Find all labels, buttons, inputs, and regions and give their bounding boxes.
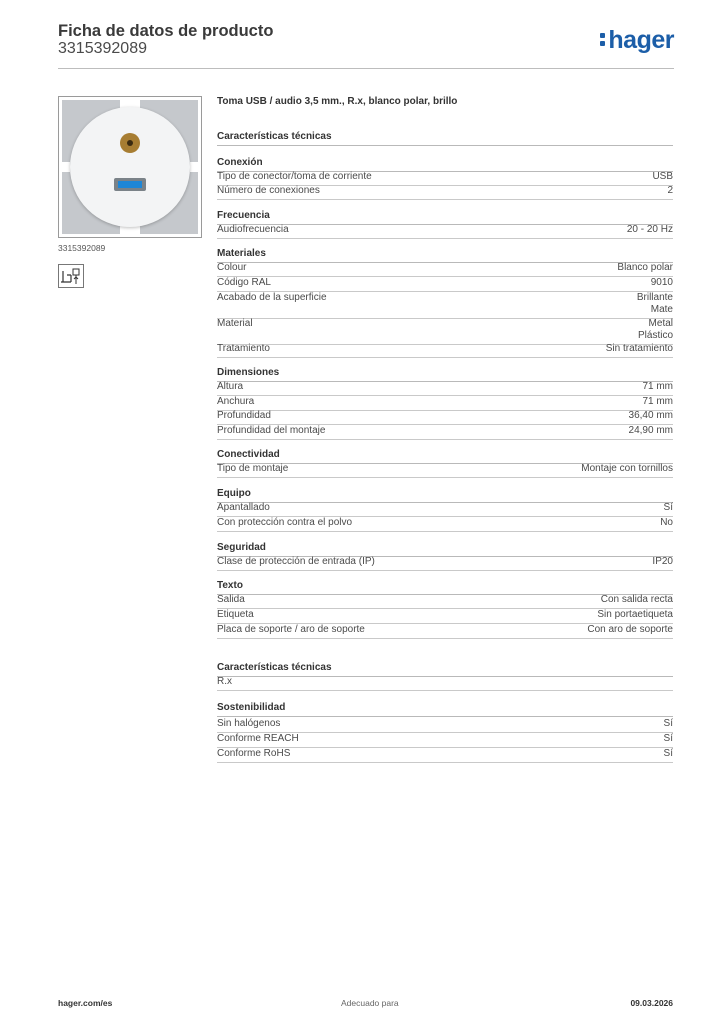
usb-socket-mounting-icon [58,264,84,288]
spec-row [217,262,673,274]
row-divider [217,357,673,358]
spec-label: Acabado de la superficie [217,292,327,303]
spec-label: R.x [217,676,232,687]
spec-row [217,185,673,197]
socket-face [70,107,190,227]
spec-label: Conforme RoHS [217,748,291,759]
row-divider [217,238,673,239]
usb-port-icon [114,178,146,191]
spec-label: Sin halógenos [217,718,281,729]
spec-row [217,624,673,636]
header-divider [58,68,674,69]
row-divider [217,638,673,639]
spec-value: Sí [663,718,673,729]
section-title: Equipo [217,488,251,499]
footer-website[interactable]: hager.com/es [58,998,113,1008]
section-title: Características técnicas [217,131,332,142]
spec-value: 36,40 mm [628,410,673,421]
section-title: Sostenibilidad [217,702,286,713]
section-title: Frecuencia [217,210,270,221]
spec-label: Conforme REACH [217,733,299,744]
spec-value: Blanco polar [617,262,673,273]
spec-value: Brillante Mate [636,292,673,315]
spec-label: Tipo de montaje [217,463,289,474]
spec-value: Metal Plástico [637,318,673,341]
spec-row [217,277,673,289]
section-title: Materiales [217,248,266,259]
product-image [58,96,202,238]
section-divider [217,145,673,146]
spec-value: 24,90 mm [628,425,673,436]
spec-row [217,425,673,437]
hager-logo [599,26,674,55]
spec-row [217,517,673,529]
spec-value: Sí [663,502,673,513]
section-title: Características técnicas [217,662,332,673]
spec-label: Placa de soporte / aro de soporte [217,624,365,635]
spec-row [217,318,673,342]
spec-value: 71 mm [642,396,673,407]
spec-row [217,748,673,760]
section-title: Seguridad [217,542,266,553]
logo-dots-icon [599,29,607,49]
spec-label: Profundidad [217,410,271,421]
spec-row [217,343,673,355]
spec-value: Con salida recta [600,594,673,605]
spec-row [217,224,673,236]
spec-row [217,410,673,422]
section-title: Texto [217,580,243,591]
spec-label: Audiofrecuencia [217,224,289,235]
spec-label: Número de conexiones [217,185,320,196]
document-title: Ficha de datos de producto [58,22,274,40]
row-divider [217,690,673,691]
spec-value: Sin portaetiqueta [597,609,673,620]
spec-label: Material [217,318,253,329]
spec-row [217,463,673,475]
spec-row [217,292,673,316]
spec-value: Con aro de soporte [587,624,673,635]
spec-value: 20 - 20 Hz [626,224,673,235]
spec-label: Altura [217,381,244,392]
spec-value: 2 [667,185,673,196]
section-divider [217,716,673,717]
spec-label: Etiqueta [217,609,254,620]
footer-note: Adecuado para [341,998,399,1008]
row-divider [217,762,673,763]
section-title: Conectividad [217,449,280,460]
spec-row [217,171,673,183]
spec-label: Clase de protección de entrada (IP) [217,556,375,567]
socket-plate [62,100,198,234]
spec-value: 9010 [650,277,673,288]
spec-label: Colour [217,262,247,273]
row-divider [217,477,673,478]
spec-label: Tratamiento [217,343,270,354]
row-divider [217,439,673,440]
product-code: 3315392089 [58,40,147,57]
spec-value: Sí [663,733,673,744]
spec-value: 71 mm [642,381,673,392]
spec-row [217,502,673,514]
plate-notch [190,162,198,172]
spec-value: Sí [663,748,673,759]
logo-text: hager [608,26,674,54]
spec-label: Salida [217,594,245,605]
row-divider [217,531,673,532]
spec-row [217,594,673,606]
spec-row [217,381,673,393]
spec-row [217,556,673,568]
product-description: Toma USB / audio 3,5 mm., R.x, blanco polar, brillo [217,96,458,107]
plate-notch [62,162,70,172]
spec-value: Sin tratamiento [605,343,673,354]
spec-label: Tipo de conector/toma de corriente [217,171,372,182]
audio-jack-icon [120,133,140,153]
section-title: Dimensiones [217,367,280,378]
section-title: Conexión [217,157,263,168]
row-divider [217,199,673,200]
spec-row [217,733,673,745]
spec-label: Anchura [217,396,255,407]
spec-value: USB [652,171,673,182]
spec-label: Profundidad del montaje [217,425,326,436]
page-header [58,20,674,70]
spec-value: No [660,517,673,528]
row-divider [217,570,673,571]
spec-value: IP20 [652,556,673,567]
spec-value: Montaje con tornillos [581,463,673,474]
spec-row [217,676,673,688]
spec-row [217,609,673,621]
spec-label: Código RAL [217,277,271,288]
spec-label: Con protección contra el polvo [217,517,353,528]
spec-label: Apantallado [217,502,270,513]
spec-row [217,718,673,730]
image-caption: 3315392089 [58,243,106,253]
footer-date: 09.03.2026 [630,998,673,1008]
spec-row [217,396,673,408]
